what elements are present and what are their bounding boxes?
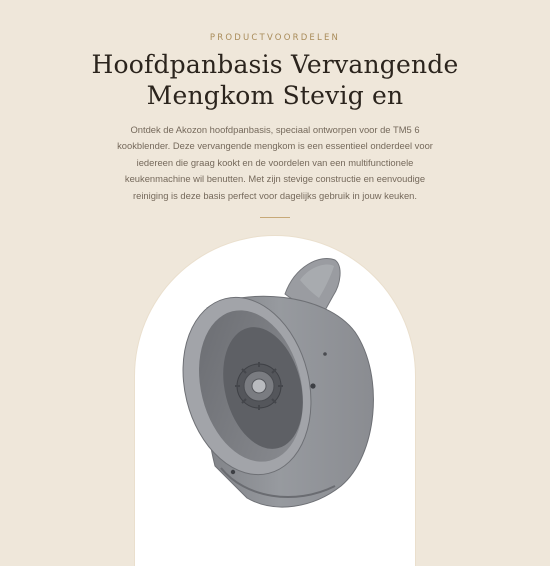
section-description (92, 122, 458, 204)
description-line: reiniging is deze basis perfect voor dagelijks gebruik in jouw keuken. (132, 189, 417, 201)
section-title-line: Mengkom Stevig en (146, 81, 404, 110)
bowl-hub-center (252, 379, 266, 393)
description-line: Ontdek de Akozon hoofdpanbasis, speciaal ontworpen voor de TM5 6 (130, 124, 420, 135)
bowl-screw-hole (323, 352, 327, 356)
description-line: keukenmachine wil benutten. Met zijn stevige constructie en eenvoudige (124, 173, 426, 185)
description-line: iedereen die graag kookt en de voordelen van een multifunctionele (136, 156, 414, 168)
section-title (40, 49, 510, 111)
description-line: kookblender. Deze vervangende mengkom is een essentieel onderdeel voor (117, 140, 433, 152)
section-divider (260, 217, 290, 218)
bowl-screw-hole (310, 383, 315, 388)
bowl-screw-hole (231, 470, 235, 474)
product-image (135, 236, 415, 566)
section-eyebrow: PRODUCTVOORDELEN (209, 33, 341, 43)
section-title-line: Hoofdpanbasis Vervangende (91, 50, 459, 79)
product-image-frame (135, 236, 415, 566)
